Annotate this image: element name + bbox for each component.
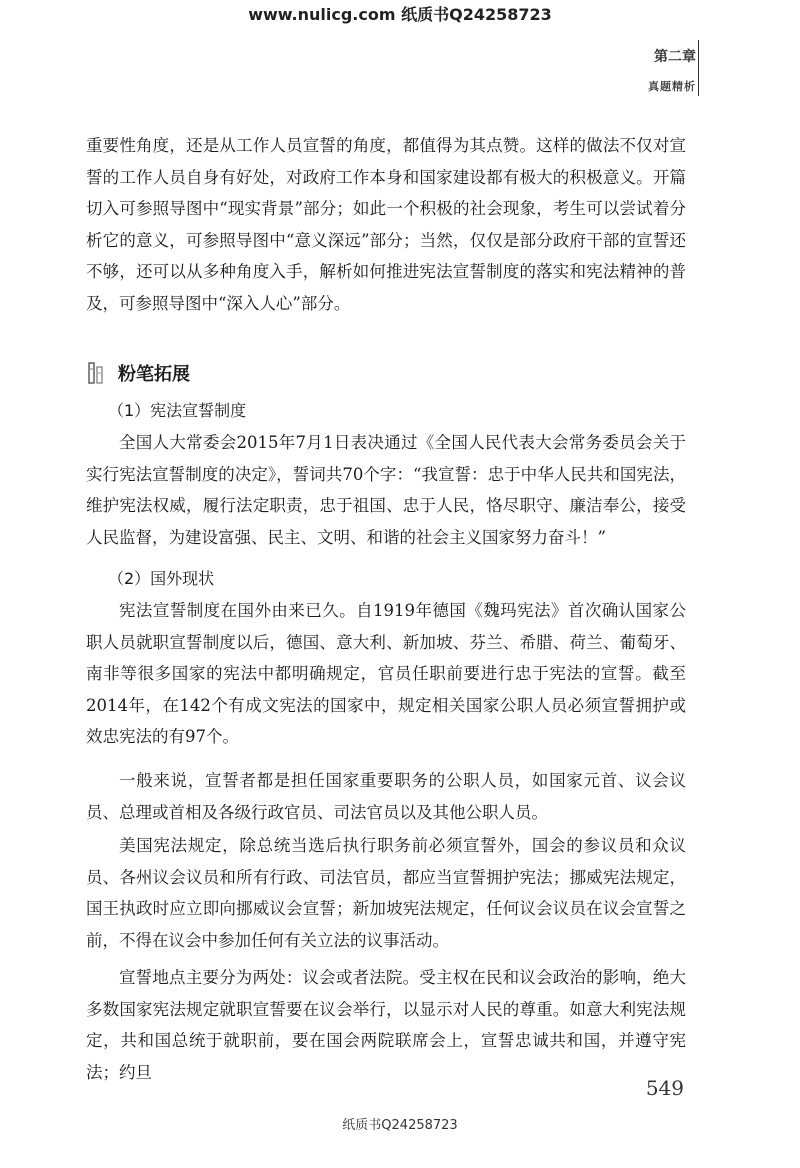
subheading-1: （1）宪法宣誓制度 <box>108 401 247 420</box>
section-header <box>86 360 190 386</box>
page-number: 549 <box>645 1076 684 1100</box>
paragraph-foreign-1: 宪法宣誓制度在国外由来已久。自1919年德国《魏玛宪法》首次确认国家公职人员就职宣誓制度以后，德国、意大利、新加坡、芬兰、希腊、荷兰、葡萄牙、南非等很多国家的宪法中都明确规定，官员任职前要进行忠于宪法的宣誓。截至2014年，在142个有成文宪法的国家中，规定相关国家公职人员必须宣誓拥护或效忠宪法的有97个。 <box>86 601 686 746</box>
paragraph-intro: 重要性角度，还是从工作人员宣誓的角度，都值得为其点赞。这样的做法不仅对宣誓的工作人员自身有好处，对政府工作本身和国家建设都有极大的积极意义。开篇切入可参照导图中“现实背景”部分；如此一个积极的社会现象，考生可以尝试着分析它的意义，可参照导图中“意义深远”部分；当然，仅仅是部分政府干部的宣誓还不够，还可以从多种角度入手，解析如何推进宪法宣誓制度的落实和宪法精神的普及，可参照导图中“深入人心”部分。 <box>86 136 686 313</box>
watermark-top: www.nulicg.com 纸质书Q24258723 <box>248 5 552 24</box>
section-title: 粉笔拓展 <box>118 364 190 385</box>
paragraph-foreign-2: 一般来说，宣誓者都是担任国家重要职务的公职人员，如国家元首、议会议员、总理或首相及各级行政官员、司法官员以及其他公职人员。 <box>86 771 686 822</box>
paragraph-foreign-4: 宣誓地点主要分为两处：议会或者法院。受主权在民和议会政治的影响，绝大多数国家宪法规定就职宣誓要在议会举行，以显示对人民的尊重。如意大利宪法规定，共和国总统于就职前，要在国会两院联席会上，宣誓忠诚共和国，并遵守宪法；约旦 <box>86 968 686 1082</box>
chapter-header <box>648 46 696 94</box>
subheading-2: （2）国外现状 <box>108 569 215 588</box>
paragraph-oath: 全国人大常委会2015年7月1日表决通过《全国人民代表大会常务委员会关于实行宪法宣誓制度的决定》，誓词共70个字：“我宣誓：忠于中华人民共和国宪法，维护宪法权威，履行法定职责，忠于祖国、忠于人民，恪尽职守、廉洁奉公，接受人民监督，为建设富强、民主、文明、和谐的社会主义国家努力奋斗！” <box>86 433 686 547</box>
paragraph-foreign-3: 美国宪法规定，除总统当选后执行职务前必须宣誓外，国会的参议员和众议员、各州议会议员和所有行政、司法官员，都应当宣誓拥护宪法；挪威宪法规定，国王执政时应立即向挪威议会宣誓；新加坡宪法规定，任何议会议员在议会宣誓之前，不得在议会中参加任何有关立法的议事活动。 <box>86 836 686 950</box>
chapter-subtitle: 真题精析 <box>648 80 696 93</box>
chalk-icon <box>86 361 108 385</box>
watermark-bottom: 纸质书Q24258723 <box>342 1118 458 1133</box>
chapter-title: 第二章 <box>654 49 696 65</box>
chapter-divider <box>698 40 699 96</box>
